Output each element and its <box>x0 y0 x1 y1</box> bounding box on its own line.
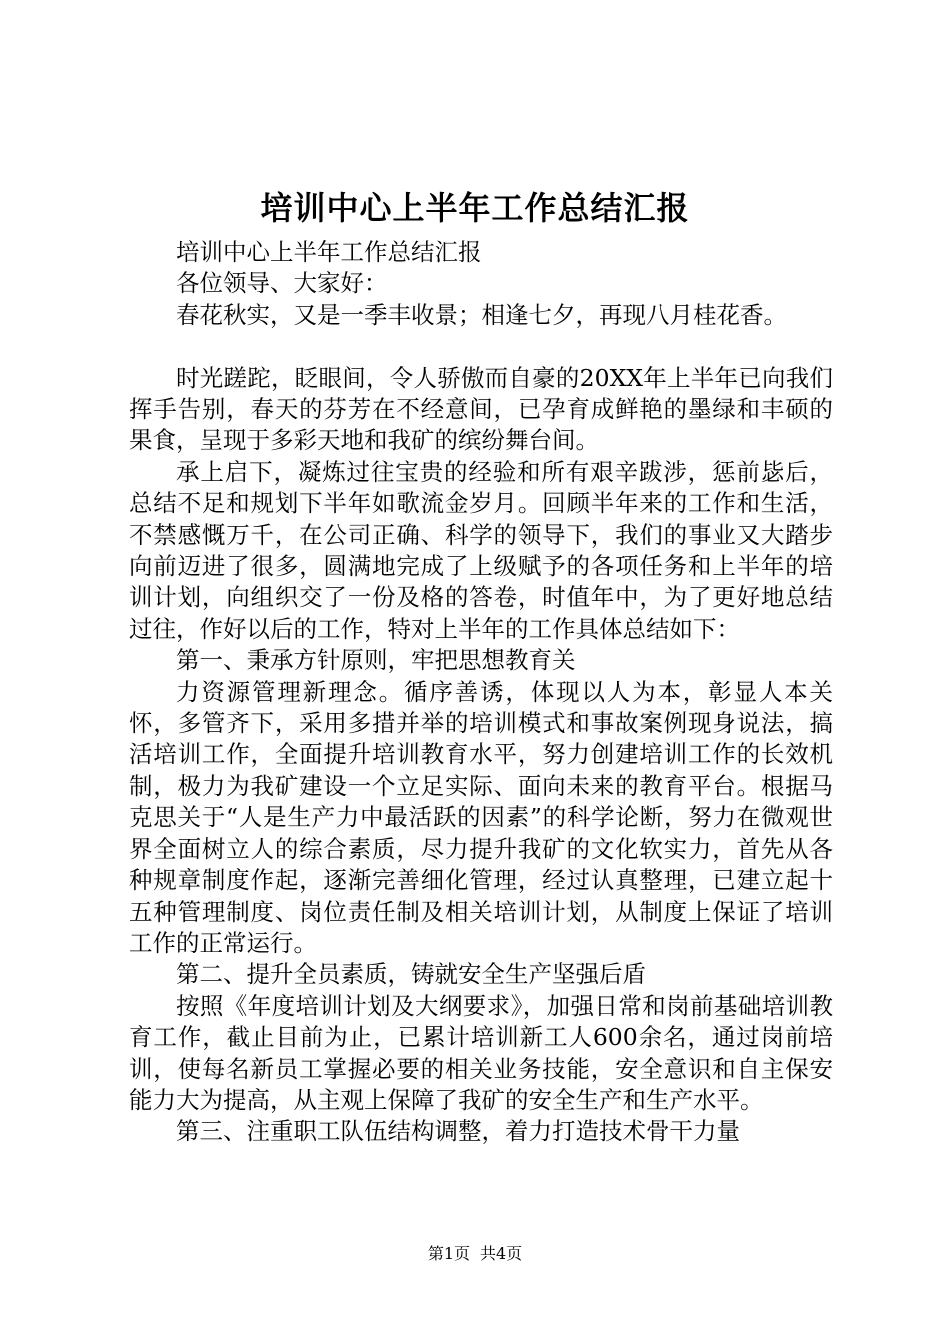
page-footer <box>0 1242 950 1266</box>
paragraph-opening: 春花秋实，又是一季丰收景；相逢七夕，再现八月桂花香。 <box>176 300 787 329</box>
paragraph-salutation: 各位领导、大家好： <box>176 269 388 298</box>
paragraph-spacer <box>129 331 833 362</box>
section-heading-3: 第三、注重职工队伍结构调整，着力打造技术骨干力量 <box>176 1117 740 1146</box>
paragraph-body-2: 承上启下，凝炼过往宝贵的经验和所有艰辛跋涉，惩前毖后，总结不足和规划下半年如歌流金岁月。回顾半年来的工作和生活，不禁感慨万千，在公司正确、科学的领导下，我们的事业又大踏步向前迈进了很多，圆满地完成了上级赋予的各项任务和上半年的培训计划，向组织交了一份及格的答卷，时值年中，为了更好地总结过往，作好以后的工作，特对上半年的工作具体总结如下： <box>129 457 833 643</box>
section-heading-1: 第一、秉承方针原则，牢把思想教育关 <box>176 646 576 675</box>
document-title: 培训中心上半年工作总结汇报 <box>260 189 690 227</box>
paragraph-body-3: 力资源管理新理念。循序善诱，体现以人为本，彰显人本关怀，多管齐下，采用多措并举的培训模式和事故案例现身说法，搞活培训工作，全面提升培训教育水平，努力创建培训工作的长效机制，极力为我矿建设一个立足实际、面向未来的教育平台。根据马克思关于“人是生产力中最活跃的因素”的科学论断，努力在微观世界全面树立人的综合素质，尽力提升我矿的文化软实力，首先从各种规章制度作起，逐渐完善细化管理，经过认真整理，已建立起十五种管理制度、岗位责任制及相关培训计划，从制度上保证了培训工作的正常运行。 <box>129 677 833 957</box>
page-number: 第1页 <box>427 1244 470 1263</box>
paragraph-subtitle: 培训中心上半年工作总结汇报 <box>176 238 482 266</box>
page-total: 共4页 <box>480 1244 523 1263</box>
paragraph-body-1: 时光蹉跎，眨眼间，令人骄傲而自豪的20XX年上半年已向我们挥手告别，春天的芬芳在不经意间，已孕育成鲜艳的墨绿和丰硕的果食，呈现于多彩天地和我矿的缤纷舞台间。 <box>129 363 833 455</box>
document-body <box>129 237 833 1148</box>
paragraph-body-4: 按照《年度培训计划及大纲要求》，加强日常和岗前基础培训教育工作，截止目前为止，已累计培训新工人600余名，通过岗前培训，使每名新员工掌握必要的相关业务技能，安全意识和自主保安能力大为提高，从主观上保障了我矿的安全生产和生产水平。 <box>129 991 833 1114</box>
section-heading-2: 第二、提升全员素质，铸就安全生产坚强后盾 <box>176 960 646 989</box>
